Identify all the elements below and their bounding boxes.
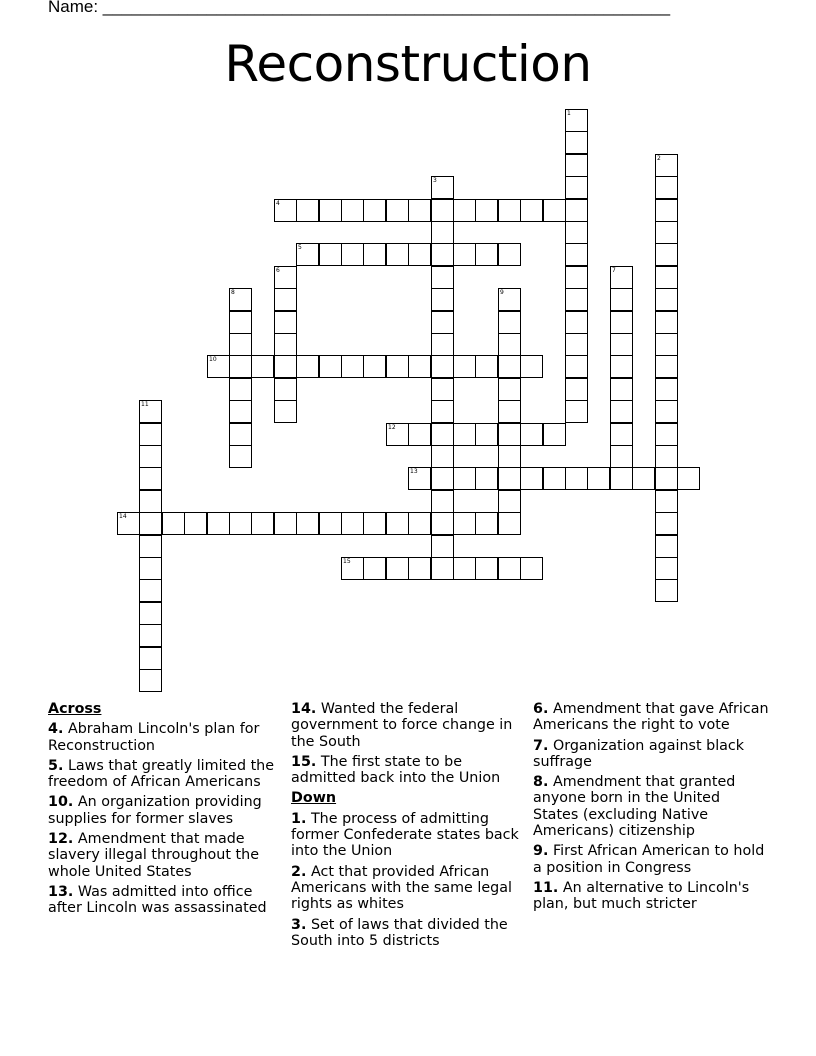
grid-cell[interactable] <box>274 311 297 334</box>
grid-cell[interactable] <box>565 154 588 177</box>
clue-across-14 <box>291 701 527 750</box>
grid-cell[interactable] <box>341 557 364 580</box>
grid-cell[interactable] <box>274 400 297 423</box>
grid-cell[interactable] <box>274 266 297 289</box>
grid-cell[interactable] <box>655 288 678 311</box>
grid-cell[interactable] <box>431 311 454 334</box>
clue-across-10 <box>48 794 284 827</box>
grid-cell[interactable] <box>610 355 633 378</box>
grid-cell[interactable] <box>251 512 274 535</box>
name-field-label: Name: ____________________________________________________________ <box>48 0 671 16</box>
grid-cell[interactable] <box>139 490 162 513</box>
grid-cell[interactable] <box>431 535 454 558</box>
clue-number: 4. <box>48 721 64 738</box>
grid-cell[interactable] <box>655 355 678 378</box>
grid-cell[interactable] <box>610 423 633 446</box>
grid-cell[interactable] <box>498 490 521 513</box>
grid-cell[interactable] <box>139 467 162 490</box>
grid-cell[interactable] <box>677 467 700 490</box>
clue-number: 10. <box>48 794 74 811</box>
grid-cell[interactable] <box>498 311 521 334</box>
grid-cell[interactable] <box>655 266 678 289</box>
grid-cell[interactable] <box>408 199 431 222</box>
grid-cell[interactable] <box>274 199 297 222</box>
grid-cell[interactable] <box>498 557 521 580</box>
clue-down-1 <box>291 811 527 860</box>
clue-number: 7. <box>533 737 549 754</box>
clue-number: 14. <box>291 701 317 717</box>
grid-cell[interactable] <box>520 467 543 490</box>
grid-cell[interactable] <box>139 423 162 446</box>
grid-cell[interactable] <box>498 512 521 535</box>
grid-cell[interactable] <box>610 445 633 468</box>
clue-number: 15. <box>291 753 317 770</box>
grid-cell[interactable] <box>655 400 678 423</box>
clue-number: 6. <box>533 701 549 717</box>
grid-cell[interactable] <box>431 266 454 289</box>
grid-cell[interactable] <box>543 423 566 446</box>
grid-cell[interactable] <box>431 467 454 490</box>
clue-number-label: 13 <box>410 468 418 475</box>
grid-cell[interactable] <box>207 355 230 378</box>
grid-cell[interactable] <box>498 445 521 468</box>
grid-cell[interactable] <box>139 400 162 423</box>
grid-cell[interactable] <box>475 243 498 266</box>
grid-cell[interactable] <box>408 512 431 535</box>
grid-cell[interactable] <box>386 243 409 266</box>
grid-cell[interactable] <box>655 199 678 222</box>
grid-cell[interactable] <box>431 557 454 580</box>
grid-cell[interactable] <box>498 199 521 222</box>
grid-cell[interactable] <box>475 467 498 490</box>
grid-cell[interactable] <box>565 243 588 266</box>
grid-cell[interactable] <box>431 490 454 513</box>
grid-cell[interactable] <box>610 333 633 356</box>
grid-cell[interactable] <box>655 333 678 356</box>
clue-number: 8. <box>533 774 549 791</box>
clue-down-9 <box>533 843 769 876</box>
down-heading: Down <box>291 790 337 807</box>
grid-cell[interactable] <box>274 355 297 378</box>
clue-number: 2. <box>291 863 307 880</box>
grid-cell[interactable] <box>565 400 588 423</box>
grid-cell[interactable] <box>431 512 454 535</box>
clue-text: The process of admitting former Confederate states back into the Union <box>291 810 519 860</box>
grid-cell[interactable] <box>408 557 431 580</box>
grid-cell[interactable] <box>655 512 678 535</box>
grid-cell[interactable] <box>655 221 678 244</box>
grid-cell[interactable] <box>453 423 476 446</box>
clue-down-6 <box>533 701 769 734</box>
grid-cell[interactable] <box>139 557 162 580</box>
clue-across-13 <box>48 884 284 917</box>
grid-cell[interactable] <box>296 199 319 222</box>
grid-cell[interactable] <box>139 647 162 670</box>
clue-text: Set of laws that divided the South into 5 districts <box>291 916 508 949</box>
grid-cell[interactable] <box>655 423 678 446</box>
grid-cell[interactable] <box>274 333 297 356</box>
clue-number-label: 15 <box>343 558 351 565</box>
clue-number-label: 7 <box>612 267 616 274</box>
grid-cell[interactable] <box>207 512 230 535</box>
grid-cell[interactable] <box>431 176 454 199</box>
grid-cell[interactable] <box>139 624 162 647</box>
clue-across-12 <box>48 831 284 880</box>
grid-cell[interactable] <box>565 109 588 132</box>
clue-number-label: 3 <box>433 177 437 184</box>
grid-cell[interactable] <box>655 445 678 468</box>
clue-text: Wanted the federal government to force change in the South <box>291 701 513 750</box>
grid-cell[interactable] <box>431 423 454 446</box>
clue-number: 9. <box>533 843 549 860</box>
grid-cell[interactable] <box>363 557 386 580</box>
grid-cell[interactable] <box>655 557 678 580</box>
grid-cell[interactable] <box>543 467 566 490</box>
grid-cell[interactable] <box>408 355 431 378</box>
grid-cell[interactable] <box>319 512 342 535</box>
grid-cell[interactable] <box>655 154 678 177</box>
clue-number-label: 2 <box>657 155 661 162</box>
grid-cell[interactable] <box>655 378 678 401</box>
grid-cell[interactable] <box>319 355 342 378</box>
clue-text: Amendment that gave African Americans the right to vote <box>533 701 769 734</box>
grid-cell[interactable] <box>296 243 319 266</box>
grid-cell[interactable] <box>296 512 319 535</box>
grid-cell[interactable] <box>610 266 633 289</box>
grid-cell[interactable] <box>139 512 162 535</box>
grid-cell[interactable] <box>453 199 476 222</box>
clue-column-2 <box>291 701 527 953</box>
clue-number: 13. <box>48 883 74 900</box>
grid-cell[interactable] <box>475 355 498 378</box>
clue-number-label: 5 <box>298 244 302 251</box>
grid-cell[interactable] <box>363 243 386 266</box>
clue-number-label: 12 <box>388 424 396 431</box>
grid-cell[interactable] <box>431 400 454 423</box>
grid-cell[interactable] <box>655 467 678 490</box>
grid-cell[interactable] <box>117 512 140 535</box>
grid-cell[interactable] <box>453 467 476 490</box>
grid-cell[interactable] <box>498 378 521 401</box>
clue-number: 5. <box>48 757 64 774</box>
clue-number: 1. <box>291 810 307 827</box>
grid-cell[interactable] <box>251 355 274 378</box>
clue-down-2 <box>291 864 527 913</box>
grid-cell[interactable] <box>184 512 207 535</box>
clue-column-1 <box>48 701 284 921</box>
grid-cell[interactable] <box>543 199 566 222</box>
clue-text: First African American to hold a position in Congress <box>533 843 765 876</box>
grid-cell[interactable] <box>520 423 543 446</box>
grid-cell[interactable] <box>655 535 678 558</box>
clue-text: An alternative to Lincoln's plan, but much stricter <box>533 879 750 913</box>
clue-number-label: 1 <box>567 110 571 117</box>
grid-cell[interactable] <box>610 400 633 423</box>
grid-cell[interactable] <box>498 423 521 446</box>
grid-cell[interactable] <box>431 378 454 401</box>
grid-cell[interactable] <box>498 355 521 378</box>
grid-cell[interactable] <box>453 512 476 535</box>
clue-text: Amendment that granted anyone born in the United States (excluding Native Americans) citizenship <box>533 774 736 840</box>
grid-cell[interactable] <box>655 176 678 199</box>
grid-cell[interactable] <box>565 199 588 222</box>
clue-text: Was admitted into office after Lincoln was assassinated <box>48 883 267 917</box>
grid-cell[interactable] <box>610 288 633 311</box>
clue-across-4 <box>48 721 284 754</box>
grid-cell[interactable] <box>363 512 386 535</box>
grid-cell[interactable] <box>431 445 454 468</box>
grid-cell[interactable] <box>162 512 185 535</box>
grid-cell[interactable] <box>565 378 588 401</box>
grid-cell[interactable] <box>475 423 498 446</box>
grid-cell[interactable] <box>565 355 588 378</box>
grid-cell[interactable] <box>610 311 633 334</box>
grid-cell[interactable] <box>139 579 162 602</box>
across-heading: Across <box>48 701 102 717</box>
clue-number-label: 11 <box>141 401 149 408</box>
grid-cell[interactable] <box>341 243 364 266</box>
clue-text: An organization providing supplies for former slaves <box>48 794 262 827</box>
clue-across-5 <box>48 758 284 791</box>
grid-cell[interactable] <box>386 199 409 222</box>
grid-cell[interactable] <box>431 221 454 244</box>
grid-cell[interactable] <box>341 199 364 222</box>
clue-text: The first state to be admitted back into the Union <box>291 753 501 787</box>
grid-cell[interactable] <box>139 602 162 625</box>
grid-cell[interactable] <box>274 378 297 401</box>
clue-down-11 <box>533 880 769 913</box>
grid-cell[interactable] <box>632 467 655 490</box>
clue-column-3 <box>533 701 769 917</box>
clue-text: Laws that greatly limited the freedom of African Americans <box>48 757 275 791</box>
grid-cell[interactable] <box>139 535 162 558</box>
clue-text: Act that provided African Americans with the same legal rights as whites <box>291 863 512 913</box>
clue-number-label: 9 <box>500 289 504 296</box>
grid-cell[interactable] <box>139 669 162 692</box>
clue-number: 3. <box>291 916 307 933</box>
grid-cell[interactable] <box>498 243 521 266</box>
grid-cell[interactable] <box>363 355 386 378</box>
grid-cell[interactable] <box>229 333 252 356</box>
grid-cell[interactable] <box>565 131 588 154</box>
clue-number-label: 4 <box>276 200 280 207</box>
grid-cell[interactable] <box>498 333 521 356</box>
clue-number: 12. <box>48 831 74 848</box>
grid-cell[interactable] <box>386 512 409 535</box>
grid-cell[interactable] <box>341 512 364 535</box>
clue-text: Organization against black suffrage <box>533 737 745 770</box>
grid-cell[interactable] <box>655 490 678 513</box>
page-title: Reconstruction <box>224 35 592 93</box>
grid-cell[interactable] <box>431 333 454 356</box>
grid-cell[interactable] <box>274 288 297 311</box>
grid-cell[interactable] <box>565 311 588 334</box>
grid-cell[interactable] <box>565 176 588 199</box>
grid-cell[interactable] <box>431 199 454 222</box>
clue-number-label: 10 <box>209 356 217 363</box>
grid-cell[interactable] <box>453 355 476 378</box>
clue-down-3 <box>291 917 527 950</box>
grid-cell[interactable] <box>386 423 409 446</box>
clue-down-8 <box>533 774 769 839</box>
grid-cell[interactable] <box>229 400 252 423</box>
grid-cell[interactable] <box>341 355 364 378</box>
grid-cell[interactable] <box>655 311 678 334</box>
grid-cell[interactable] <box>139 445 162 468</box>
clue-text: Amendment that made slavery illegal throughout the whole United States <box>48 831 259 880</box>
grid-cell[interactable] <box>229 311 252 334</box>
grid-cell[interactable] <box>587 467 610 490</box>
grid-cell[interactable] <box>229 445 252 468</box>
grid-cell[interactable] <box>319 199 342 222</box>
grid-cell[interactable] <box>453 557 476 580</box>
grid-cell[interactable] <box>610 467 633 490</box>
grid-cell[interactable] <box>475 512 498 535</box>
grid-cell[interactable] <box>229 378 252 401</box>
clue-number-label: 14 <box>119 513 127 520</box>
grid-cell[interactable] <box>520 355 543 378</box>
grid-cell[interactable] <box>498 400 521 423</box>
grid-cell[interactable] <box>431 243 454 266</box>
grid-cell[interactable] <box>274 512 297 535</box>
grid-cell[interactable] <box>408 423 431 446</box>
grid-cell[interactable] <box>565 467 588 490</box>
grid-cell[interactable] <box>408 467 431 490</box>
grid-cell[interactable] <box>655 243 678 266</box>
grid-cell[interactable] <box>565 333 588 356</box>
grid-cell[interactable] <box>363 199 386 222</box>
grid-cell[interactable] <box>520 557 543 580</box>
grid-cell[interactable] <box>229 355 252 378</box>
grid-cell[interactable] <box>229 288 252 311</box>
grid-cell[interactable] <box>386 557 409 580</box>
grid-cell[interactable] <box>655 579 678 602</box>
grid-cell[interactable] <box>453 243 476 266</box>
grid-cell[interactable] <box>229 423 252 446</box>
clue-down-7 <box>533 738 769 771</box>
grid-cell[interactable] <box>498 288 521 311</box>
grid-cell[interactable] <box>565 288 588 311</box>
grid-cell[interactable] <box>319 243 342 266</box>
grid-cell[interactable] <box>498 467 521 490</box>
grid-cell[interactable] <box>565 221 588 244</box>
clue-number-label: 6 <box>276 267 280 274</box>
grid-cell[interactable] <box>475 557 498 580</box>
grid-cell[interactable] <box>565 266 588 289</box>
grid-cell[interactable] <box>229 512 252 535</box>
clue-number-label: 8 <box>231 289 235 296</box>
clue-text: Abraham Lincoln's plan for Reconstruction <box>48 721 260 754</box>
grid-cell[interactable] <box>610 378 633 401</box>
grid-cell[interactable] <box>431 288 454 311</box>
grid-cell[interactable] <box>386 355 409 378</box>
clue-across-15 <box>291 754 527 787</box>
grid-cell[interactable] <box>296 355 319 378</box>
grid-cell[interactable] <box>431 355 454 378</box>
grid-cell[interactable] <box>520 199 543 222</box>
grid-cell[interactable] <box>408 243 431 266</box>
clue-number: 11. <box>533 879 559 896</box>
grid-cell[interactable] <box>475 199 498 222</box>
